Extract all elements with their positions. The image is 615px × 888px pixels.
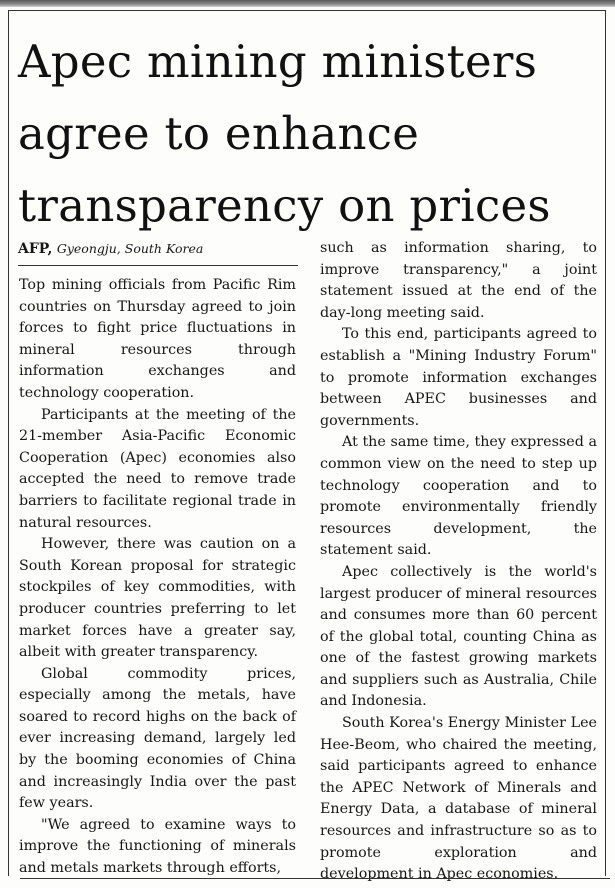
paragraph: To this end, participants agreed to establish a "Mining Industry Forum" to promote information exchanges between APEC businesses and governments. (320, 326, 597, 429)
paragraph: Participants at the meeting of the 21-member Asia-Pacific Economic Cooperation (Apec) economies also accepted the need to remove trade barriers to facilitate regional trade in natural resources. (19, 406, 296, 531)
headline: Apec mining ministers agree to enhance transparency on prices (18, 35, 551, 232)
paragraph: Apec collectively is the world's largest producer of mineral resources and consumes more than 60 percent of the global total, counting China as one of the fastest growing markets and suppliers such as Australia, Chile and Indonesia. (320, 563, 597, 710)
byline (18, 240, 203, 258)
column-left (19, 275, 296, 880)
paragraph: However, there was caution on a South Korean proposal for strategic stockpiles of key commodities, with producer countries preferring to let market forces have a greater say, albeit with greater transparency. (19, 536, 296, 661)
paragraph: At the same time, they expressed a common view on the need to step up technology cooperation and to promote environmentally friendly resources development, the statement said. (320, 434, 597, 559)
byline-rule (18, 265, 298, 266)
column-right (320, 238, 597, 886)
paragraph: Top mining officials from Pacific Rim countries on Thursday agreed to join forces to fight price fluctuations in mineral resources through information exchanges and technology cooperation. (19, 277, 296, 401)
paragraph: such as information sharing, to improve transparency," a joint statement issued at the end of the day-long meeting said. (320, 240, 597, 321)
paragraph: South Korea's Energy Minister Lee Hee-Beom, who chaired the meeting, said participants agreed to enhance the APEC Network of Minerals and Energy Data, a database of mineral resources and infrastructure so as to promote exploration and development in Apec economies. (320, 715, 597, 883)
byline-agency: AFP, (18, 241, 53, 257)
bottom-rule (20, 878, 610, 879)
byline-dateline: Gyeongju, South Korea (56, 241, 204, 256)
top-edge-strip (0, 0, 615, 7)
paragraph: Global commodity prices, especially among the metals, have soared to record highs on the back of ever increasing demand, largely led by the booming economies of China and increasingly India over the past few years. (19, 665, 296, 812)
paragraph: "We agreed to examine ways to improve the functioning of minerals and metals markets through efforts, (19, 816, 296, 877)
